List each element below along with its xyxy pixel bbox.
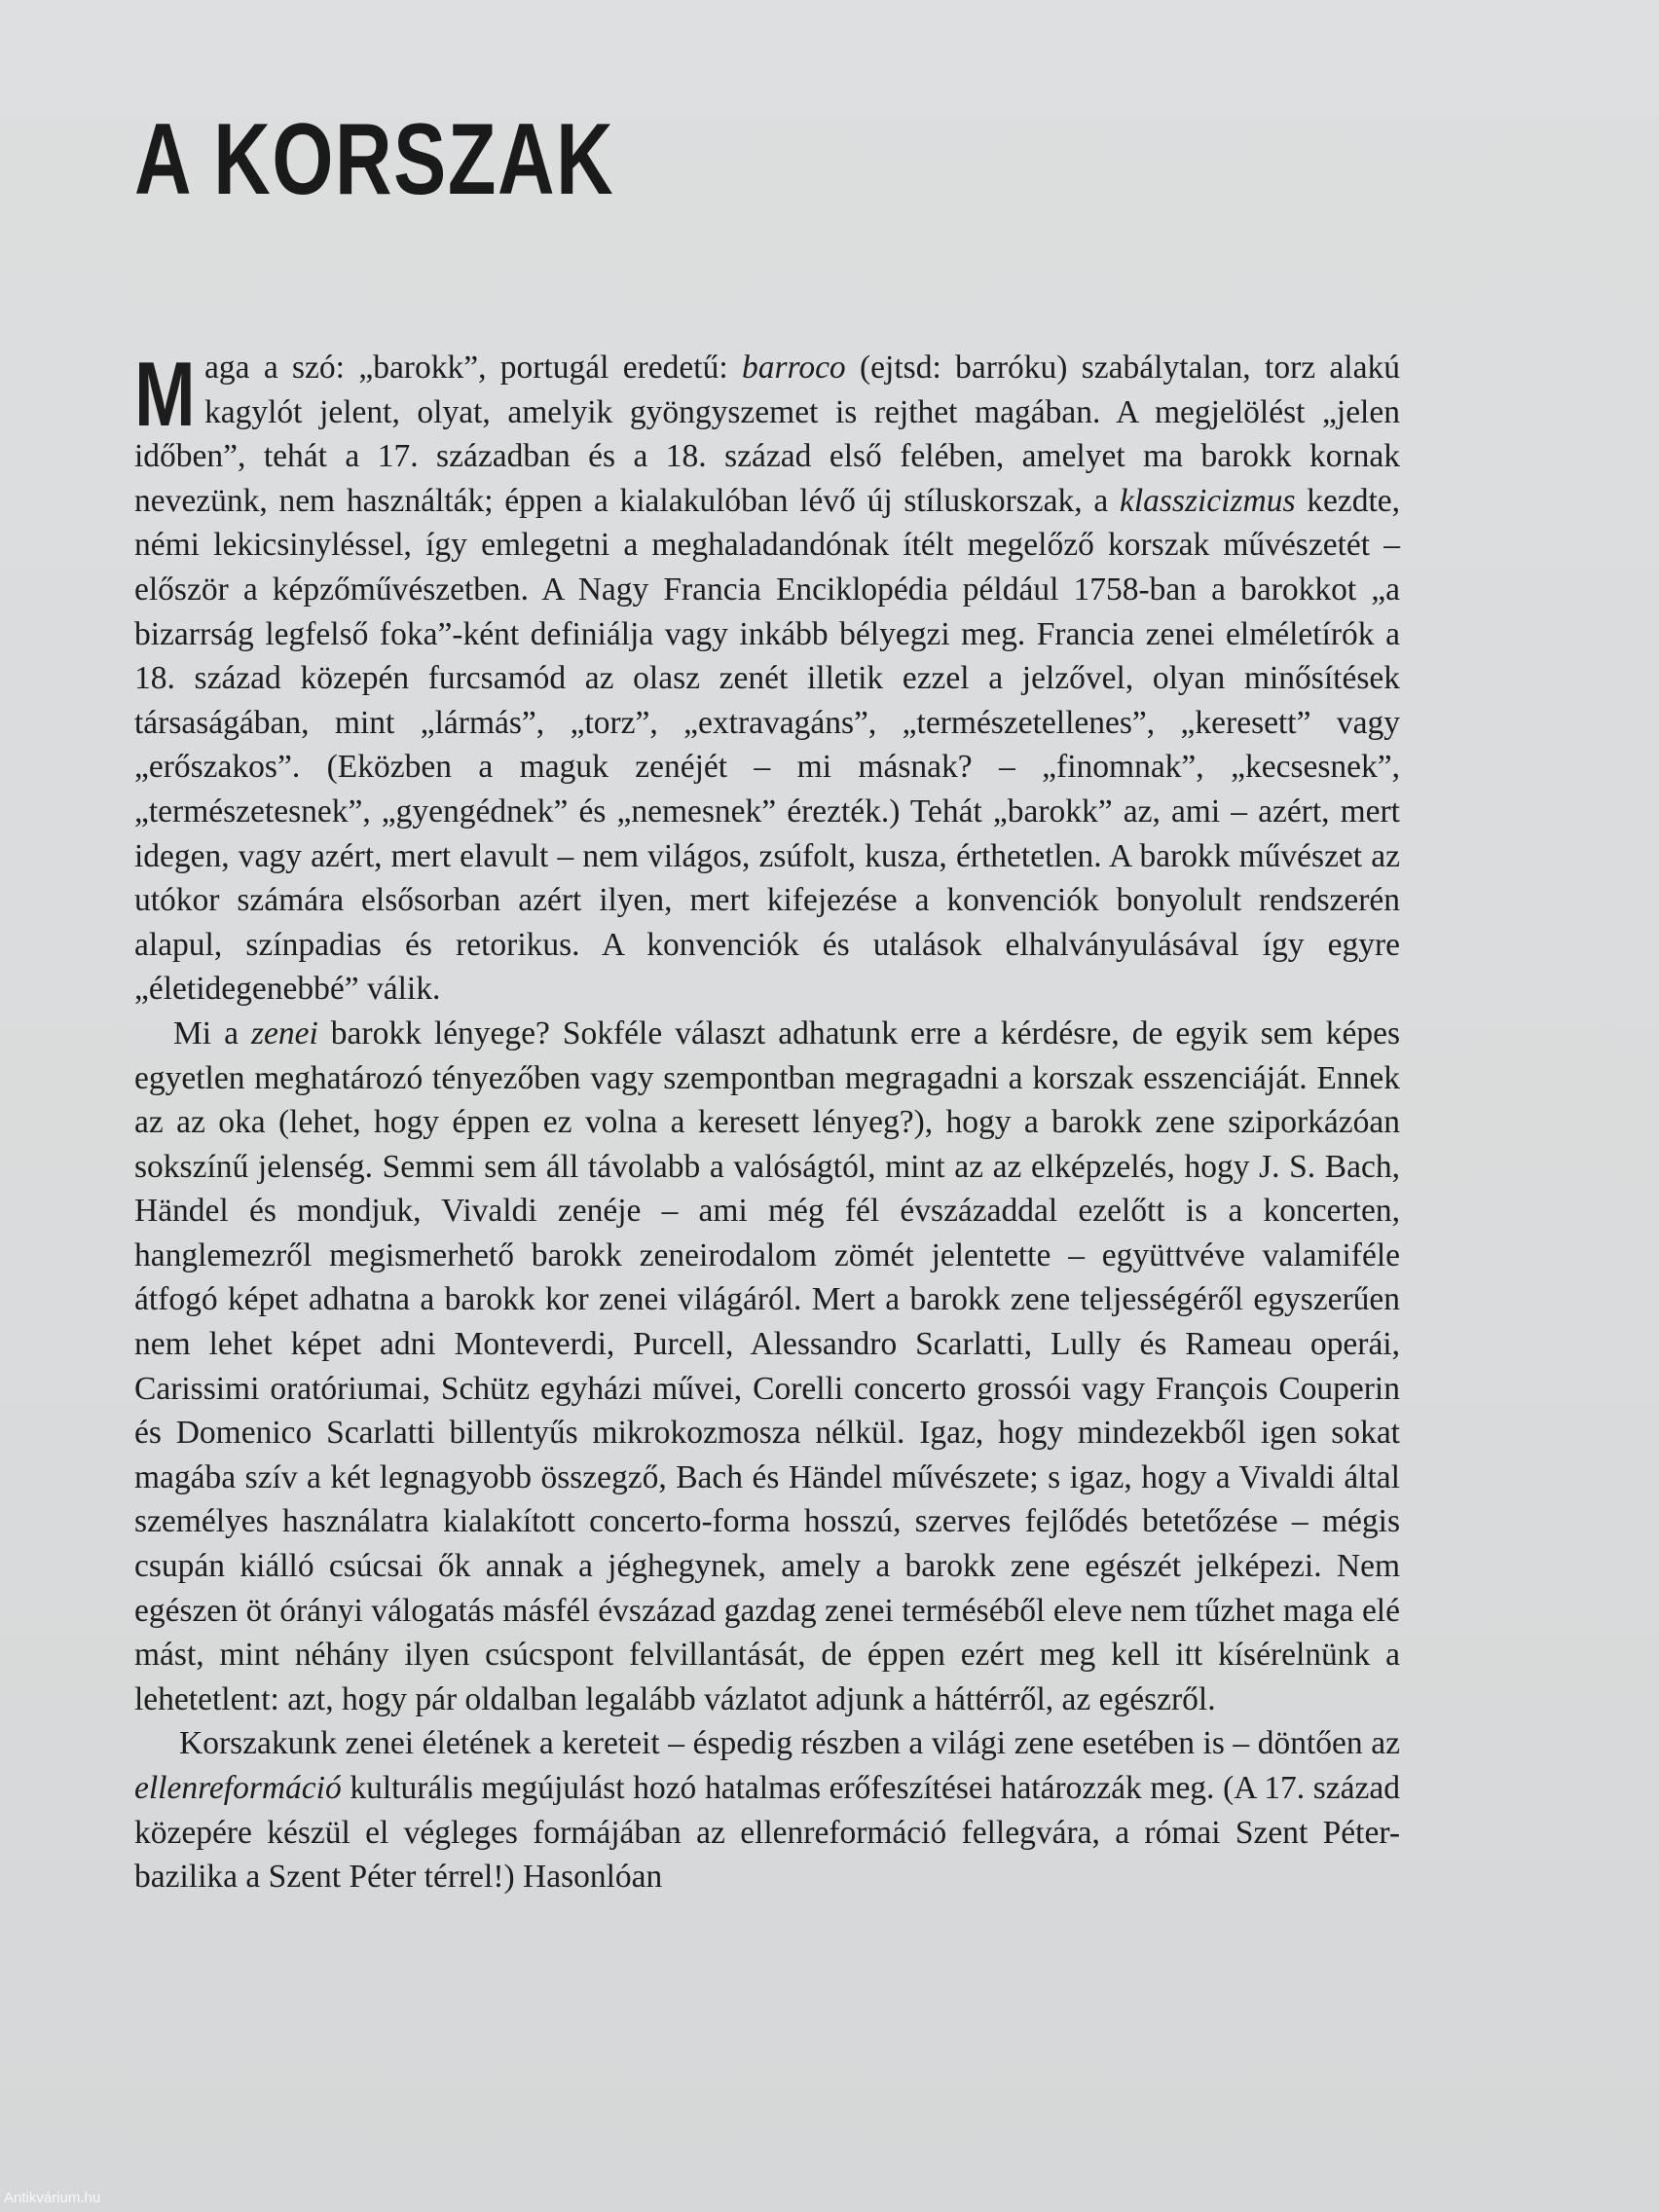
page-title: A KORSZAK (134, 103, 615, 216)
text-run: kulturális megújulást hozó hatalmas erőfeszítései határozzák meg. (A 17. század közepére készül el végleges formájában az ellenreformáció fellegvára, a római Szent Péter-bazilika a Szent Péter térrel!) Hasonlóan (134, 1770, 1400, 1896)
text-run: (ejtsd: barróku) szabálytalan, torz alakú kagylót jelent, olyat, amelyik gyöngyszemet is rejthet magában. A megjelölést „jelen időben”, tehát a 17. században és a 18. század első felében, amelyet ma barokk kornak nevezünk, nem használták; éppen a kialakulóban lévő új stíluskorszak, a (134, 350, 1400, 519)
watermark: Antikvárium.hu (4, 2190, 101, 2206)
paragraph-2 (134, 1012, 1400, 1722)
body-text (134, 343, 1400, 1899)
text-run: barokk lényege? Sokféle választ adhatunk erre a kérdésre, de egyik sem képes egyetlen meghatározó tényezőben vagy szempontban megragadni a korszak esszenciáját. Ennek az az oka (lehet, hogy éppen ez volna a keresett lényeg?), hogy a barokk zene sziporkázóan sokszínű jelenség. Semmi sem áll távolabb a valóságtól, mint az az elképzelés, hogy J. S. Bach, Händel és mondjuk, Vivaldi zenéje – ami még fél évszázaddal ezelőtt is a koncerten, hanglemezről megismerhető barokk zeneirodalom zömét jelentette – együttvéve valamiféle átfogó képet adhatna a barokk kor zenei világáról. Mert a barokk zene teljességéről egyszerűen nem lehet képet adni Monteverdi, Purcell, Alessandro Scarlatti, Lully és Rameau operái, Carissimi oratóriumai, Schütz egyházi művei, Corelli concerto grossói vagy François Couperin és Domenico Scarlatti billentyűs mikrokozmosza nélkül. Igaz, hogy mindezekből igen sokat magába szív a két legnagyobb összegző, Bach és Händel művészete; s igaz, hogy a Vivaldi által személyes használatra kialakított concerto-forma hosszú, szerves fejlődés betetőzése – mégis csupán kiálló csúcsai ők annak a jéghegynek, amely a barokk zene egészét jelképezi. Nem egészen öt órányi válogatás másfél évszázad gazdag zenei terméséből eleve nem tűzhet maga elé mást, mint néhány ilyen csúcspont felvillantását, de éppen ezért meg kell itt kísérelnünk a lehetetlent: azt, hogy pár oldalban legalább vázlatot adjunk a háttérről, az egészről. (134, 1014, 1400, 1717)
paragraph-1 (134, 343, 1400, 1012)
paragraph-3 (134, 1721, 1400, 1899)
drop-cap: M (134, 343, 196, 445)
text-run: Korszakunk zenei életének a kereteit – éspedig részben a világi zene esetében is – döntően az (179, 1725, 1400, 1762)
italic-term: klasszicizmus (1119, 482, 1296, 519)
text-run: Mi a (173, 1014, 251, 1051)
italic-term: zenei (250, 1014, 318, 1051)
text-run: aga a szó: „barokk”, portugál eredetű: (204, 350, 742, 386)
italic-term: ellenreformáció (134, 1770, 342, 1806)
text-run: kezdte, némi lekicsinyléssel, így emlegetni a meghaladandónak ítélt megelőző korszak művészetét – először a képzőművészetben. A Nagy Francia Enciklopédia például 1758-ban a barokkot „a bizarrság legfelső foka”-ként definiálja vagy inkább bélyegzi meg. Francia zenei elméletírók a 18. század közepén furcsamód az olasz zenét illetik ezzel a jelzővel, olyan minősítések társaságában, mint „lármás”, „torz”, „extravagáns”, „természetellenes”, „keresett” vagy „erőszakos”. (Eközben a maguk zenéjét – mi másnak? – „finomnak”, „kecsesnek”, „természetesnek”, „gyengédnek” és „nemesnek” érezték.) Tehát „barokk” az, ami – azért, mert idegen, vagy azért, mert elavult – nem világos, zsúfolt, kusza, érthetetlen. A barokk művészet az utókor számára elsősorban azért ilyen, mert kifejezése a konvenciók bonyolult rendszerén alapul, színpadias és retorikus. A konvenciók és utalások elhalványulásával így egyre „életidegenebbé” válik. (134, 482, 1400, 1008)
italic-term: barroco (741, 350, 846, 386)
